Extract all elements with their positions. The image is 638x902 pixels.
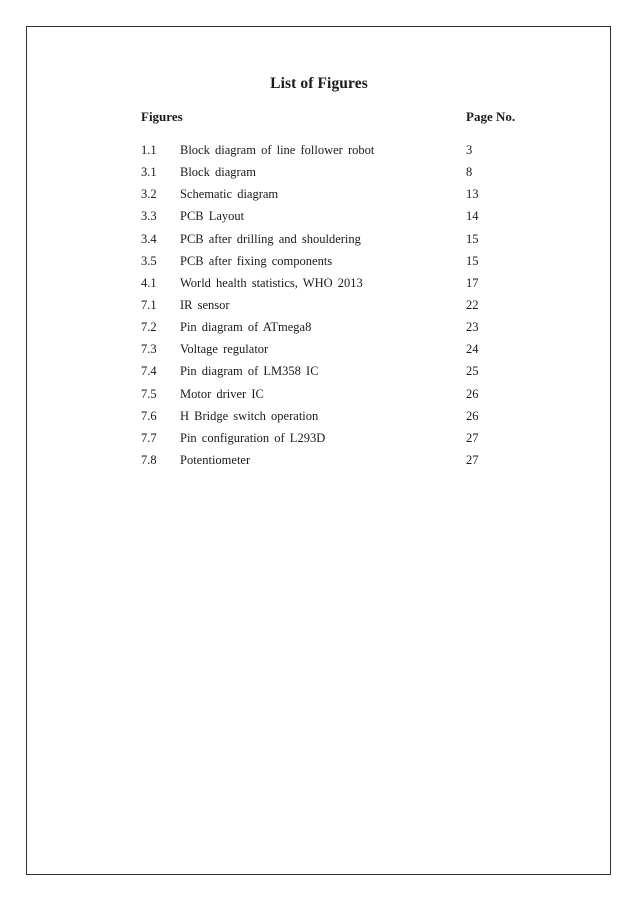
- figure-caption: Voltage regulator: [180, 342, 269, 357]
- figure-page: 27: [466, 430, 479, 445]
- figures-column-header: Figures: [141, 109, 183, 124]
- table-header: [0, 109, 638, 127]
- figure-number: 7.3: [141, 342, 157, 357]
- figure-caption: Motor driver IC: [180, 386, 264, 401]
- figure-page: 8: [466, 165, 473, 180]
- figure-number: 7.2: [141, 320, 157, 335]
- figure-page: 15: [466, 231, 479, 246]
- figure-row: [0, 164, 638, 186]
- figure-caption: PCB after fixing components: [180, 253, 333, 268]
- figure-page: 14: [466, 209, 479, 224]
- figure-number: 7.7: [141, 430, 157, 445]
- figure-number: 3.4: [141, 231, 157, 246]
- figure-list: [0, 142, 638, 474]
- figure-number: 7.1: [141, 297, 157, 312]
- figure-caption: Pin diagram of ATmega8: [180, 320, 312, 335]
- figure-number: 7.5: [141, 386, 157, 401]
- figure-caption: Block diagram: [180, 165, 256, 180]
- figure-page: 26: [466, 386, 479, 401]
- figure-row: [0, 208, 638, 230]
- figure-caption: PCB after drilling and shouldering: [180, 231, 361, 246]
- figure-page: 24: [466, 342, 479, 357]
- figure-caption: PCB Layout: [180, 209, 245, 224]
- figure-number: 1.1: [141, 143, 157, 157]
- figure-page: 22: [466, 297, 479, 312]
- figure-row: [0, 231, 638, 253]
- figure-caption: World health statistics, WHO 2013: [180, 275, 363, 290]
- figure-caption: Potentiometer: [180, 452, 251, 467]
- figure-caption: Block diagram of line follower robot: [180, 143, 375, 157]
- figure-row: [0, 408, 638, 430]
- figure-row: [0, 430, 638, 452]
- figure-number: 3.5: [141, 253, 157, 268]
- figure-row: [0, 275, 638, 297]
- figure-number: 7.4: [141, 364, 157, 379]
- figure-number: 3.2: [141, 187, 157, 202]
- figure-caption: IR sensor: [180, 297, 230, 312]
- page-title: List of Figures: [270, 75, 368, 92]
- figure-page: 13: [466, 187, 479, 202]
- figure-row: [0, 142, 638, 164]
- page-number-column-header: Page No.: [466, 109, 516, 124]
- figure-caption: H Bridge switch operation: [180, 408, 319, 423]
- figure-row: [0, 297, 638, 319]
- figure-page: 17: [466, 275, 479, 290]
- figure-page: 23: [466, 320, 479, 335]
- figure-caption: Pin diagram of LM358 IC: [180, 364, 319, 379]
- figure-row: [0, 186, 638, 208]
- figure-page: 3: [466, 143, 473, 157]
- figure-number: 4.1: [141, 275, 157, 290]
- figure-row: [0, 253, 638, 275]
- figure-number: 3.3: [141, 209, 157, 224]
- figure-row: [0, 341, 638, 363]
- figure-caption: Schematic diagram: [180, 187, 279, 202]
- figure-caption: Pin configuration of L293D: [180, 430, 326, 445]
- figure-number: 7.8: [141, 452, 157, 467]
- figure-page: 27: [466, 452, 479, 467]
- figure-row: [0, 386, 638, 408]
- figure-page: 25: [466, 364, 479, 379]
- figure-row: [0, 363, 638, 385]
- figure-row: [0, 319, 638, 341]
- figure-page: 15: [466, 253, 479, 268]
- figure-row: [0, 452, 638, 474]
- figure-number: 7.6: [141, 408, 157, 423]
- figure-page: 26: [466, 408, 479, 423]
- figure-number: 3.1: [141, 165, 157, 180]
